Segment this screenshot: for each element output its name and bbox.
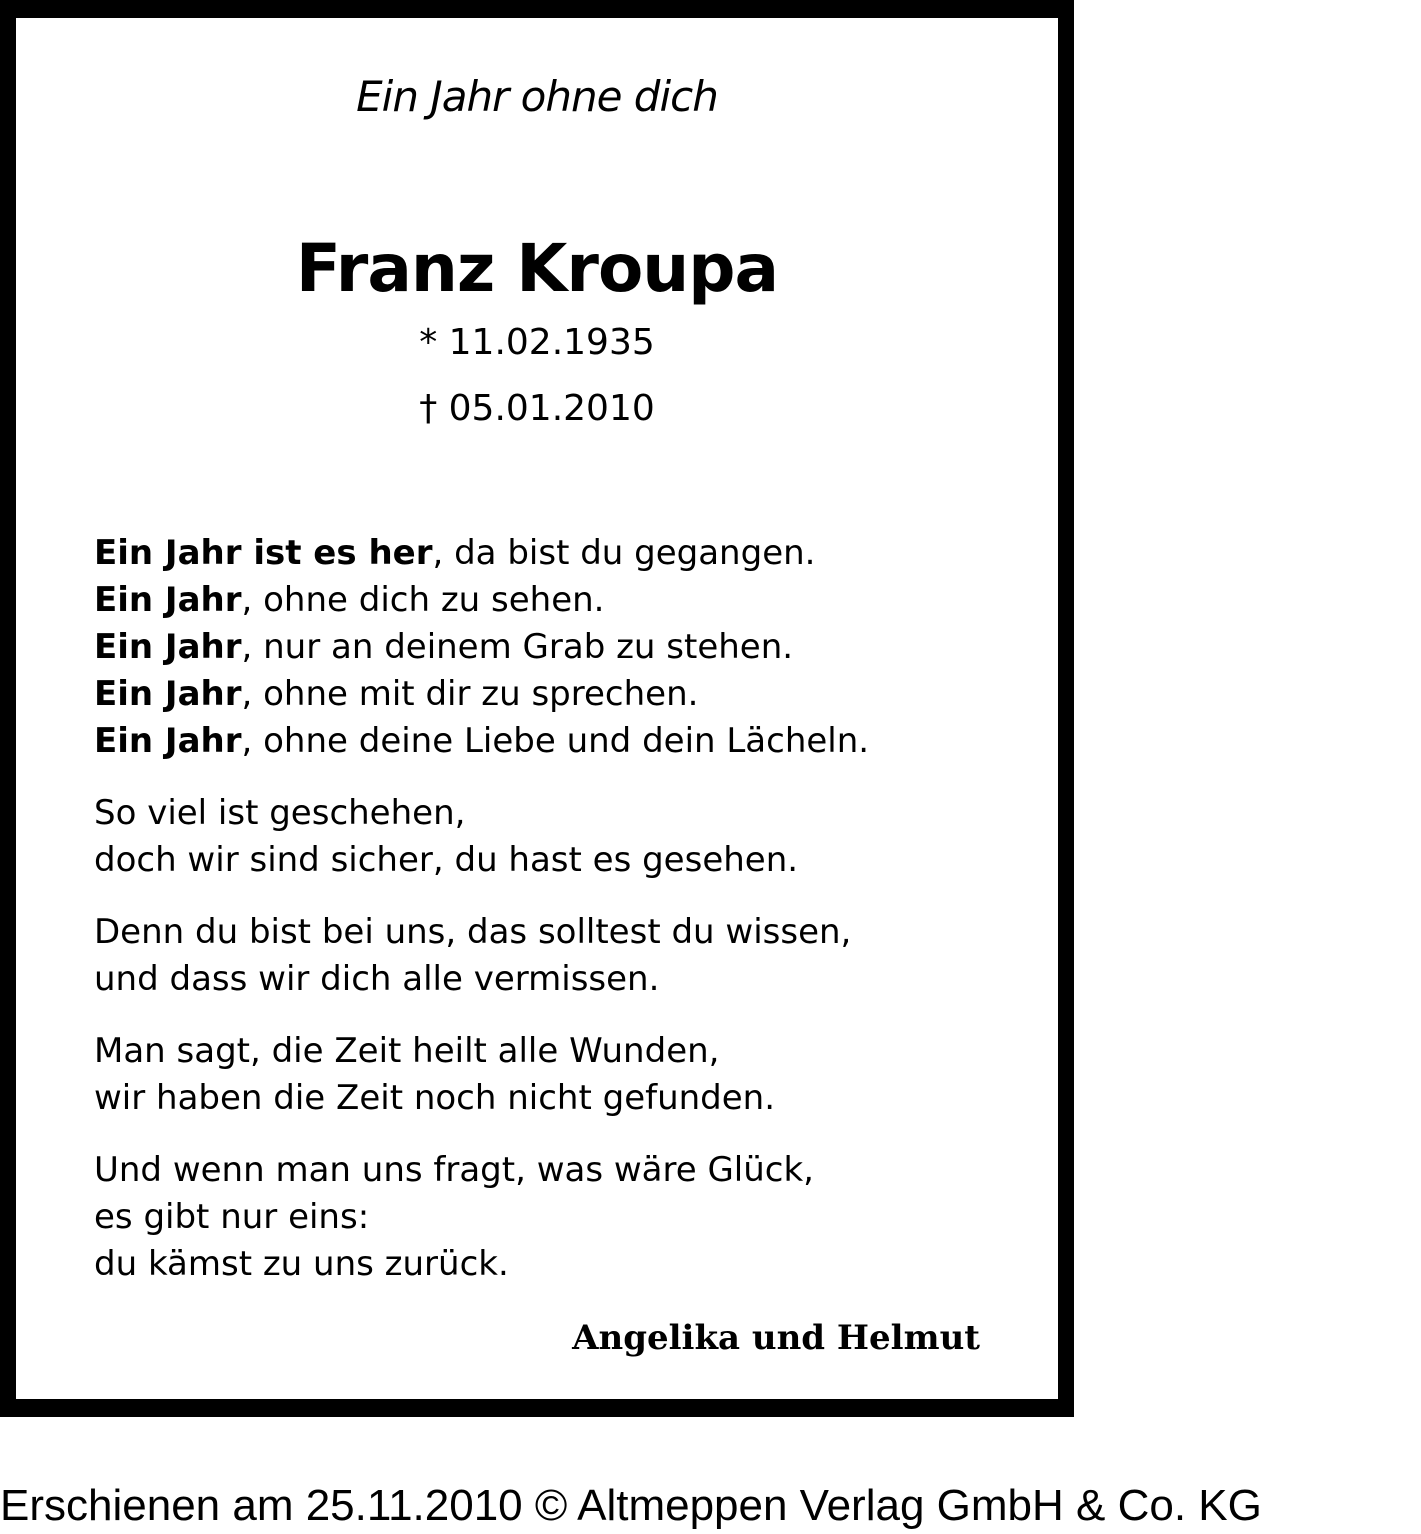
poem-stanza-3 bbox=[94, 909, 1034, 1003]
poem-line bbox=[94, 671, 1034, 718]
poem-line: du kämst zu uns zurück. bbox=[94, 1244, 509, 1284]
deceased-name: Franz Kroupa bbox=[295, 230, 779, 307]
poem-line-text: , ohne dich zu sehen. bbox=[241, 580, 605, 620]
poem-line bbox=[94, 624, 1034, 671]
poem-line: es gibt nur eins: bbox=[94, 1197, 370, 1237]
publication-footer: Erschienen am 25.11.2010 © Altmeppen Verlag GmbH & Co. KG bbox=[0, 1481, 1262, 1530]
signature: Angelika und Helmut bbox=[572, 1318, 980, 1358]
poem-stanza-4 bbox=[94, 1028, 1034, 1122]
poem-line: wir haben die Zeit noch nicht gefunden. bbox=[94, 1078, 776, 1118]
death-date: † 05.01.2010 bbox=[419, 388, 655, 429]
poem-stanza-5 bbox=[94, 1147, 1034, 1288]
poem-line-bold: Ein Jahr bbox=[94, 721, 242, 761]
poem-line bbox=[94, 530, 1034, 577]
poem-line: und dass wir dich alle vermissen. bbox=[94, 959, 660, 999]
poem-line-bold: Ein Jahr bbox=[94, 580, 242, 620]
poem-line-text: , nur an deinem Grab zu stehen. bbox=[241, 627, 794, 667]
poem-line-bold: Ein Jahr ist es her bbox=[94, 533, 433, 573]
poem-line: So viel ist geschehen, bbox=[94, 793, 466, 833]
poem-stanza-2 bbox=[94, 790, 1034, 884]
birth-date: * 11.02.1935 bbox=[419, 322, 655, 363]
poem-line bbox=[94, 577, 1034, 624]
poem bbox=[94, 530, 1034, 1313]
poem-line bbox=[94, 718, 1034, 765]
poem-line-text: , ohne mit dir zu sprechen. bbox=[241, 674, 699, 714]
poem-line: Man sagt, die Zeit heilt alle Wunden, bbox=[94, 1031, 720, 1071]
poem-line-text: , ohne deine Liebe und dein Lächeln. bbox=[241, 721, 870, 761]
subtitle: Ein Jahr ohne dich bbox=[356, 72, 718, 121]
poem-line: Und wenn man uns fragt, was wäre Glück, bbox=[94, 1150, 814, 1190]
poem-line-text: , da bist du gegangen. bbox=[432, 533, 816, 573]
poem-line-bold: Ein Jahr bbox=[94, 627, 242, 667]
poem-line-bold: Ein Jahr bbox=[94, 674, 242, 714]
poem-line: Denn du bist bei uns, das solltest du wissen, bbox=[94, 912, 852, 952]
poem-stanza-1 bbox=[94, 530, 1034, 765]
poem-line: doch wir sind sicher, du hast es gesehen. bbox=[94, 840, 799, 880]
